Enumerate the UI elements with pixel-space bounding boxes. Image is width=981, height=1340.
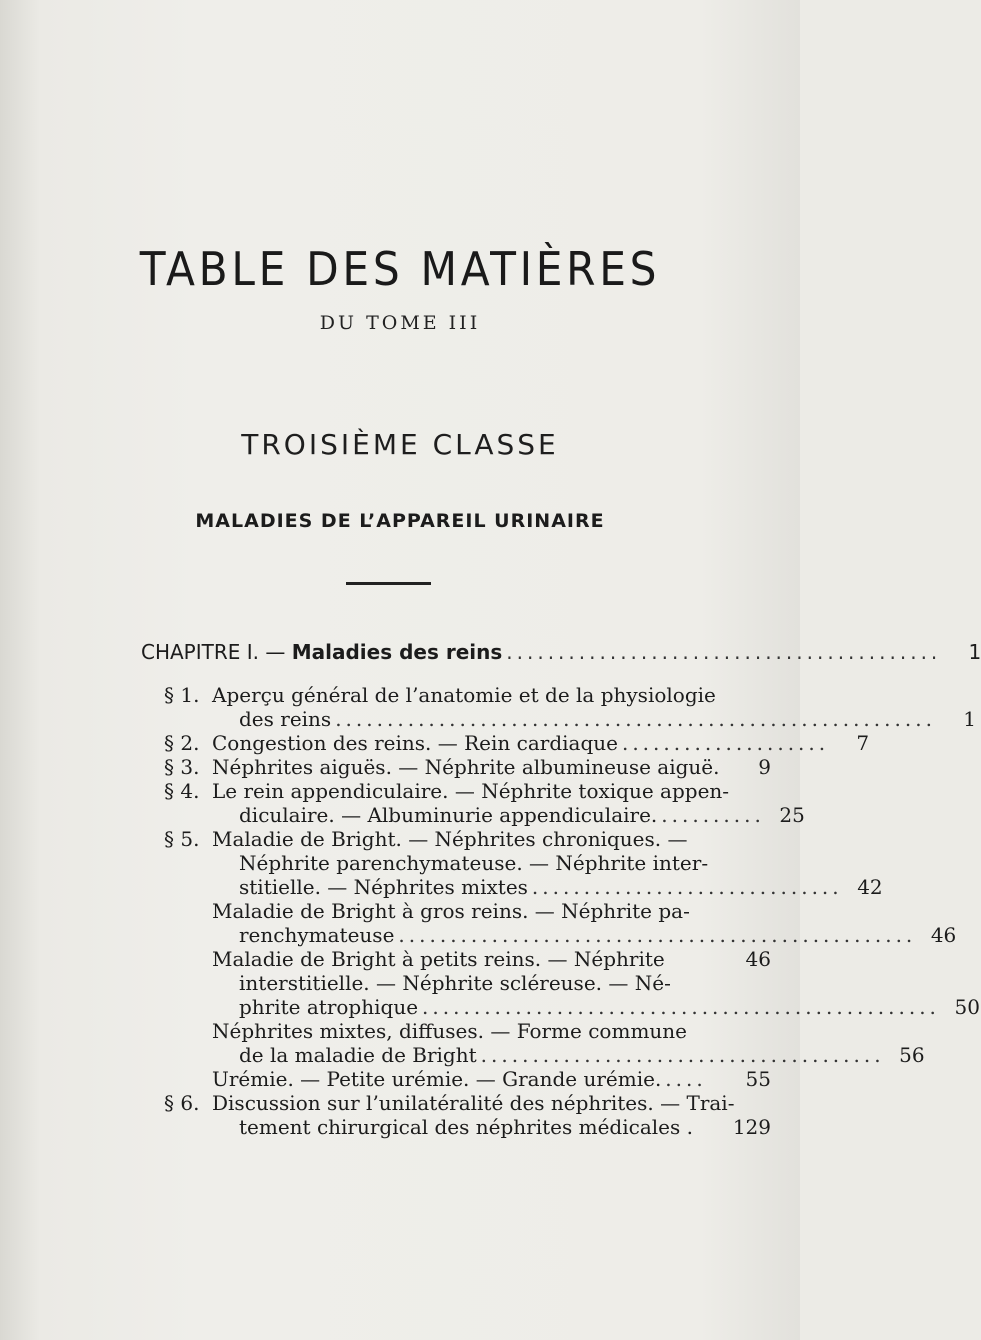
section-mark: § 2.	[164, 731, 200, 755]
entry-line: Néphrites mixtes, diffuses. — Forme commune	[212, 1019, 687, 1043]
section-mark: § 5.	[164, 827, 200, 851]
toc-entry[interactable]	[212, 755, 771, 779]
chapter-prefix: CHAPITRE I. —	[141, 640, 286, 664]
section-mark: § 6.	[164, 1091, 200, 1115]
entry-line: Urémie. — Petite urémie. — Grande urémie.	[212, 1067, 662, 1091]
entry-line: Maladie de Bright à petits reins. — Néphrite	[212, 947, 665, 971]
toc-entry[interactable]	[212, 1067, 771, 1091]
toc-entry[interactable]	[212, 947, 771, 971]
entry-line: Maladie de Bright. — Néphrites chroniques. —	[212, 827, 688, 851]
volume-subtitle: DU TOME III	[319, 312, 481, 334]
toc-entry[interactable]	[239, 707, 976, 731]
entry-line: interstitielle. — Néphrite scléreuse. — Né-	[239, 971, 671, 995]
entry-page: 42	[857, 875, 883, 899]
class-heading: TROISIÈME CLASSE	[241, 428, 559, 461]
entry-line: stitielle. — Néphrites mixtes	[239, 875, 528, 899]
entry-line: Le rein appendiculaire. — Néphrite toxique appen-	[212, 779, 730, 803]
entry-line: diculaire. — Albuminurie appendiculaire.	[239, 803, 658, 827]
entry-page: 46	[745, 947, 771, 971]
entry-page: 55	[745, 1067, 771, 1091]
chapter-page: 1	[968, 640, 981, 664]
toc-entry[interactable]	[239, 803, 805, 827]
leader-dots: ..........................................................	[335, 707, 936, 731]
entry-page: 25	[779, 803, 805, 827]
section-mark: § 3.	[164, 755, 200, 779]
toc-entry[interactable]	[239, 875, 883, 899]
entry-page: 50	[954, 995, 980, 1019]
entry-page: 1	[963, 707, 976, 731]
entry-page: 9	[758, 755, 771, 779]
chapter-entry[interactable]	[141, 640, 981, 664]
leader-dots: ..........	[661, 803, 765, 827]
entry-line: phrite atrophique	[239, 995, 419, 1019]
toc-entry[interactable]	[212, 731, 870, 755]
section-mark: § 1.	[164, 683, 200, 707]
entry-line: Néphrites aiguës. — Néphrite albumineuse aiguë.	[212, 755, 720, 779]
page-title: TABLE DES MATIÈRES	[139, 242, 661, 296]
toc-entry[interactable]	[239, 995, 980, 1019]
entry-line: renchymateuse	[239, 923, 395, 947]
entry-line: Maladie de Bright à gros reins. — Néphrite pa-	[212, 899, 690, 923]
chapter-title: Maladies des reins	[291, 640, 503, 664]
entry-page: 46	[930, 923, 957, 947]
leader-dots: ....	[665, 1067, 707, 1091]
leader-dots: ..........................................	[506, 640, 942, 664]
section-mark: § 4.	[164, 779, 200, 803]
leader-dots: ..............................	[531, 875, 843, 899]
leader-dots: ..................................................	[398, 923, 917, 947]
entry-line: Congestion des reins. — Rein cardiaque	[212, 731, 618, 755]
entry-page: 129	[732, 1115, 771, 1139]
toc-entry[interactable]	[239, 1115, 771, 1139]
entry-page: 56	[899, 1043, 925, 1067]
leader-dots: .......................................	[480, 1043, 885, 1067]
entry-line: de la maladie de Bright	[239, 1043, 477, 1067]
entry-line: Néphrite parenchymateuse. — Néphrite inter-	[239, 851, 709, 875]
entry-line: Discussion sur l’unilatéralité des néphrites. — Trai-	[212, 1091, 735, 1115]
entry-line: Aperçu général de l’anatomie et de la physiologie	[212, 683, 716, 707]
toc-entry[interactable]	[239, 1043, 925, 1067]
entry-page: 7	[856, 731, 870, 755]
divider	[346, 582, 431, 585]
toc-entry[interactable]	[239, 923, 957, 947]
entry-line: des reins	[239, 707, 332, 731]
section-heading: MALADIES DE L’APPAREIL URINAIRE	[195, 510, 605, 532]
entry-line: tement chirurgical des néphrites médicales .	[239, 1115, 693, 1139]
leader-dots: ..................................................	[422, 995, 940, 1019]
leader-dots: ....................	[621, 731, 830, 755]
